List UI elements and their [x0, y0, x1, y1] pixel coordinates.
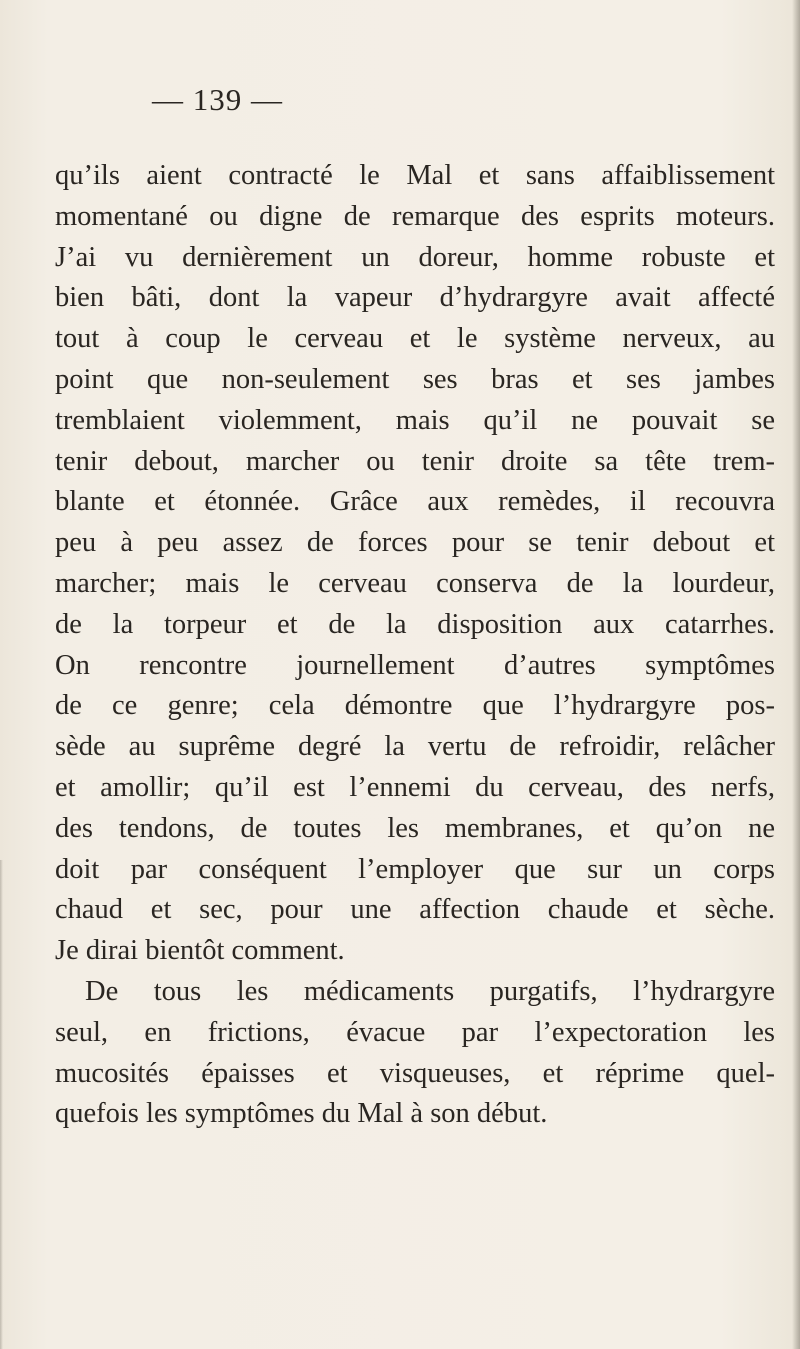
text-line: tenir debout, marcher ou tenir droite sa tête trem-: [55, 445, 775, 477]
text-line: quefois les symptômes du Mal à son début.: [55, 1098, 548, 1130]
text-line: tout à coup le cerveau et le système nerveux, au: [55, 323, 775, 355]
text-line: blante et étonnée. Grâce aux remèdes, il recouvra: [55, 486, 775, 518]
text-line: et amollir; qu’il est l’ennemi du cerveau, des nerfs,: [55, 771, 775, 803]
text-line: de la torpeur et de la disposition aux catarrhes.: [55, 608, 775, 640]
page-number: — 139 —: [152, 82, 283, 117]
page-edge-shadow: [792, 0, 800, 1349]
body-text: [55, 156, 775, 1135]
text-line: On rencontre journellement d’autres symptômes: [55, 649, 775, 681]
text-line: tremblaient violemment, mais qu’il ne pouvait se: [55, 404, 775, 436]
text-line: des tendons, de toutes les membranes, et qu’on ne: [55, 812, 775, 844]
text-line: doit par conséquent l’employer que sur un corps: [55, 853, 775, 885]
text-line: seul, en frictions, évacue par l’expectoration les: [55, 1016, 775, 1048]
text-line: bien bâti, dont la vapeur d’hydrargyre avait affecté: [55, 282, 775, 314]
text-line: mucosités épaisses et visqueuses, et réprime quel-: [55, 1057, 775, 1089]
text-line: peu à peu assez de forces pour se tenir debout et: [55, 527, 775, 559]
text-line: de ce genre; cela démontre que l’hydrargyre pos-: [55, 690, 775, 722]
text-line: Je dirai bientôt comment.: [55, 935, 345, 967]
text-line: J’ai vu dernièrement un doreur, homme robuste et: [55, 241, 775, 273]
text-line: sède au suprême degré la vertu de refroidir, relâcher: [55, 731, 775, 763]
text-line: De tous les médicaments purgatifs, l’hydrargyre: [85, 975, 775, 1007]
text-line: qu’ils aient contracté le Mal et sans affaiblissement: [55, 160, 775, 191]
text-line: point que non-seulement ses bras et ses jambes: [55, 363, 775, 395]
text-line: marcher; mais le cerveau conserva de la lourdeur,: [55, 567, 775, 599]
page-gutter-shadow: [0, 860, 3, 1349]
text-line: chaud et sec, pour une affection chaude et sèche.: [55, 894, 775, 926]
text-line: momentané ou digne de remarque des esprits moteurs.: [55, 200, 775, 232]
